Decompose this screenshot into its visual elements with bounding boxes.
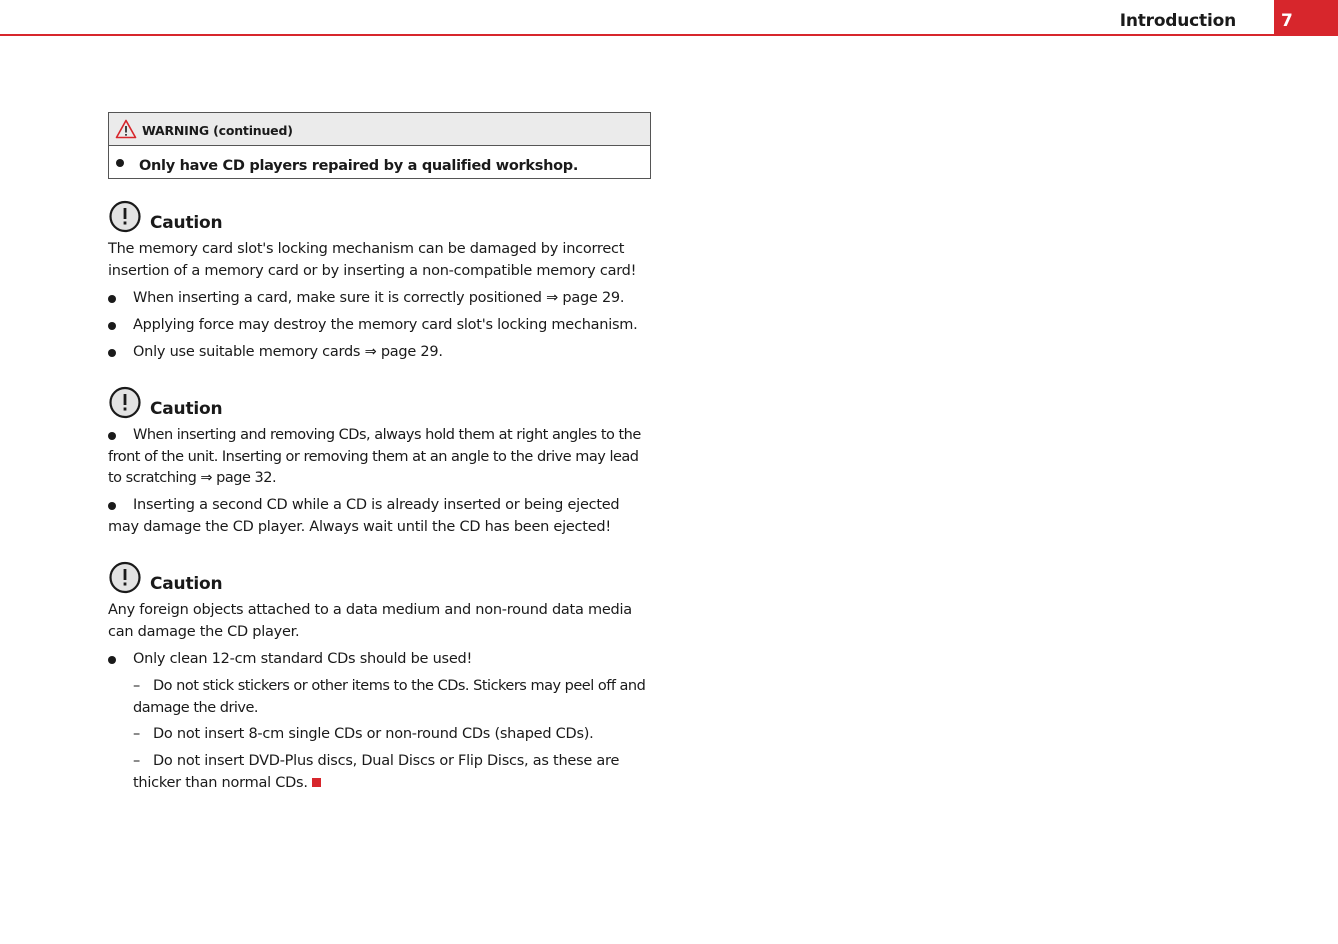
list-item (108, 288, 653, 310)
sub-list-item-text: Do not stick stickers or other items to the CDs. Stickers may peel off and damage the drive. (133, 678, 646, 716)
caution-title: Caution (150, 574, 223, 594)
page-header (0, 0, 1338, 37)
caution-intro: Any foreign objects attached to a data medium and non-round data media can damage the CD player. (108, 602, 632, 640)
page-number-tab (1274, 0, 1338, 36)
warning-item-text: Only have CD players repaired by a qualified workshop. (139, 158, 579, 174)
sub-list-item-text: Do not insert 8-cm single CDs or non-round CDs (shaped CDs). (153, 726, 594, 742)
list-item-text: When inserting a card, make sure it is correctly positioned ⇒ page 29. (133, 290, 625, 306)
list-item-text: Inserting a second CD while a CD is already inserted or being ejected may damage the CD player. Always wait until the CD has been ejected! (108, 497, 620, 535)
header-rule (0, 34, 1338, 36)
bullet-dot (116, 159, 124, 167)
bullet-dot (108, 432, 116, 440)
bullet-dot (108, 656, 116, 664)
sub-list-item (133, 676, 653, 719)
list-item (108, 495, 653, 538)
sub-list-item-body (133, 751, 653, 794)
list-item (108, 315, 653, 337)
dash-mark: – (133, 678, 140, 694)
list-item (108, 342, 653, 364)
caution-title: Caution (150, 399, 223, 419)
exclamation-circle-icon (108, 200, 142, 234)
sub-list-item (133, 751, 653, 794)
sub-list-item (133, 724, 653, 746)
bullet-dot (108, 295, 116, 303)
warning-box (108, 112, 651, 179)
bullet-dot (108, 322, 116, 330)
exclamation-circle-icon (108, 386, 142, 420)
bullet-dot (108, 349, 116, 357)
section-title: Introduction (1119, 11, 1236, 31)
warning-title: WARNING (continued) (142, 123, 293, 138)
bullet-dot (108, 502, 116, 510)
warning-item (109, 146, 650, 178)
exclamation-circle-icon (108, 561, 142, 595)
warning-triangle-icon (115, 119, 137, 139)
list-item-text: Applying force may destroy the memory card slot's locking mechanism. (133, 317, 638, 333)
list-item-text: When inserting and removing CDs, always hold them at right angles to the front of the unit. Inserting or removing them at an angle to the drive may lead to scratching ⇒ page 32. (108, 427, 641, 486)
caution-title: Caution (150, 213, 223, 233)
list-item (108, 425, 653, 490)
page-number: 7 (1281, 11, 1293, 31)
dash-mark: – (133, 726, 140, 742)
end-of-section-icon (312, 778, 321, 787)
list-item-text: Only use suitable memory cards ⇒ page 29. (133, 344, 443, 360)
list-item-text: Only clean 12-cm standard CDs should be used! (133, 651, 473, 667)
caution-intro: The memory card slot's locking mechanism can be damaged by incorrect insertion of a memory card or by inserting a non-compatible memory card! (108, 241, 637, 279)
sub-list-item-text: Do not insert DVD-Plus discs, Dual Discs or Flip Discs, as these are thicker than normal CDs. (133, 753, 620, 791)
warning-header (109, 113, 650, 146)
dash-mark: – (133, 753, 140, 769)
list-item (108, 649, 653, 671)
